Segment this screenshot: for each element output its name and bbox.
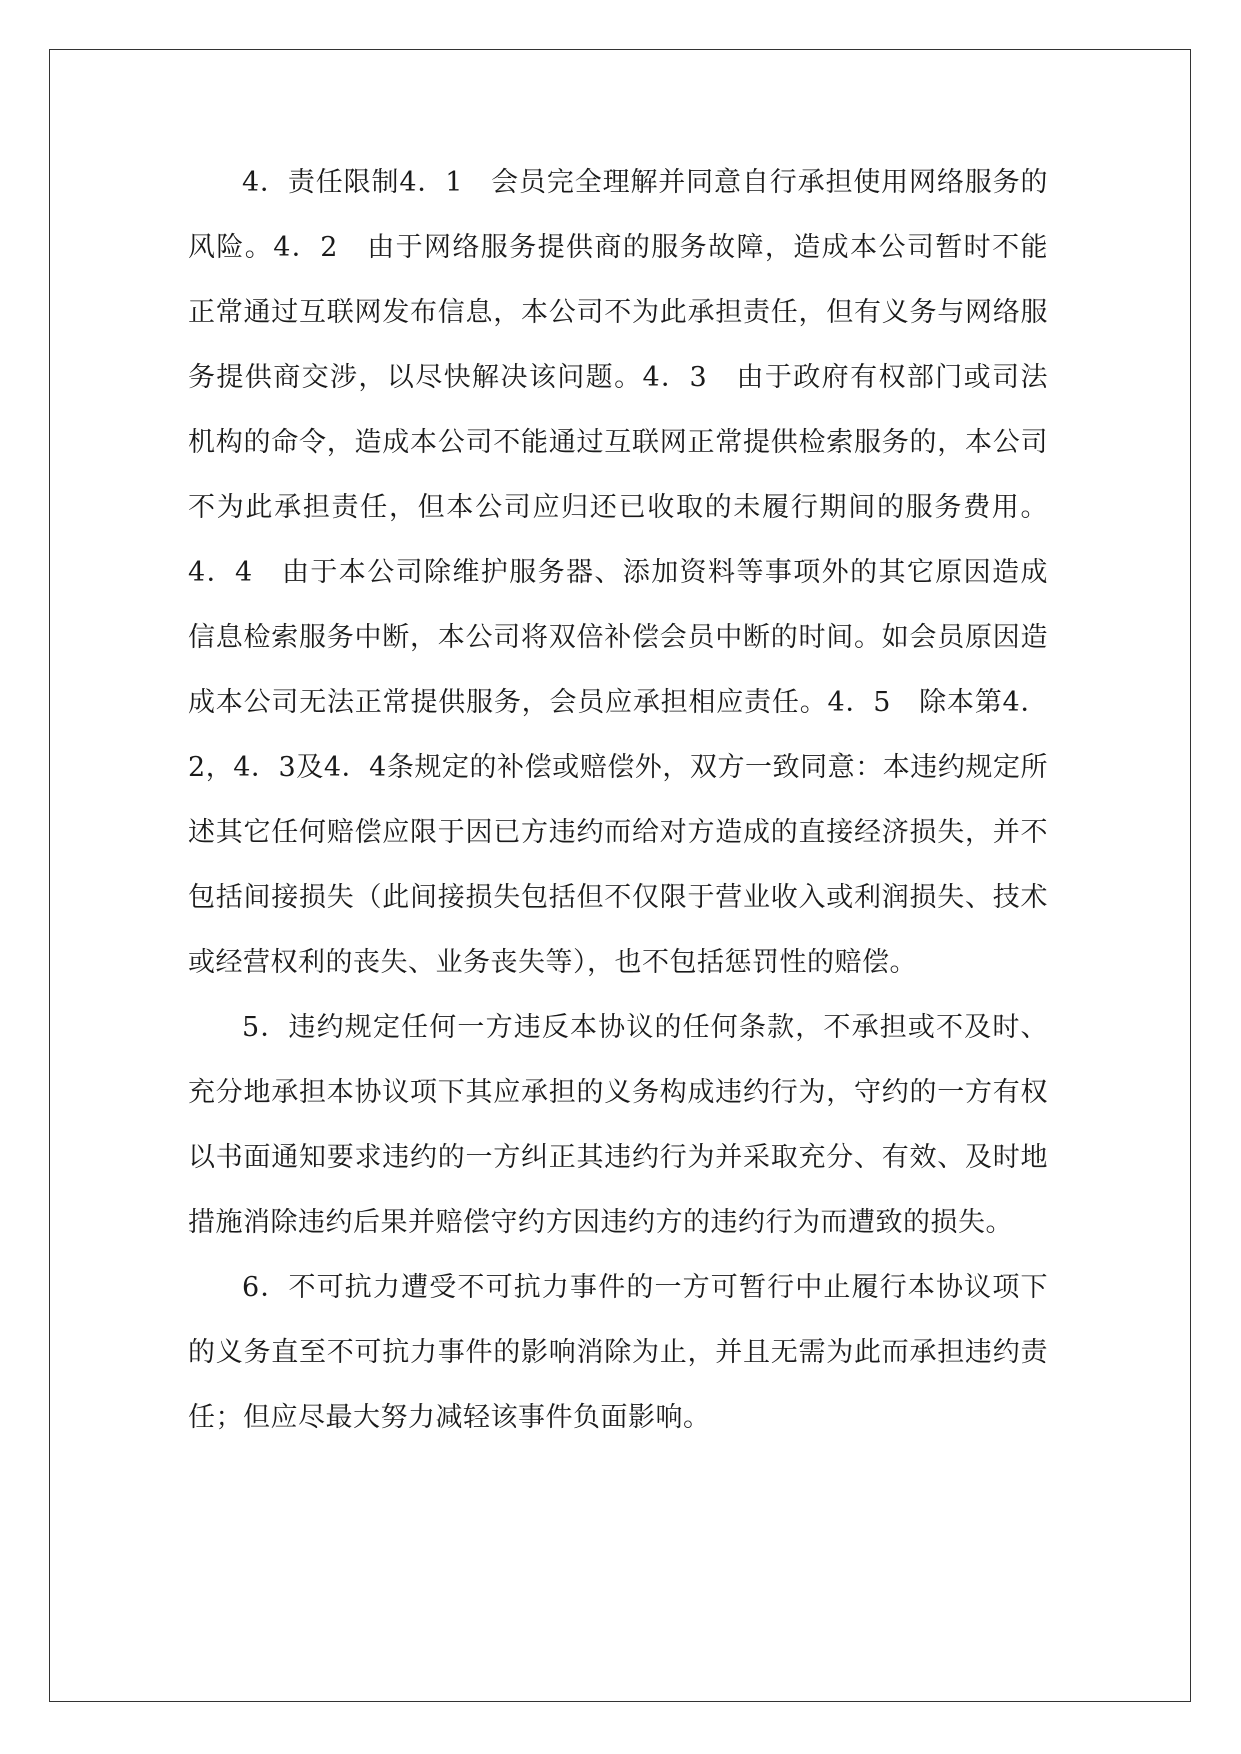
- paragraph-liability-limitation: 4．责任限制4．1 会员完全理解并同意自行承担使用网络服务的风险。4．2 由于网络服务提供商的服务故障，造成本公司暂时不能正常通过互联网发布信息，本公司不为此承担责任，但有义务与网络服务提供商交涉，以尽快解决该问题。4．3 由于政府有权部门或司法机构的命令，造成本公司不能通过互联网正常提供检索服务的，本公司不为此承担责任，但本公司应归还已收取的未履行期间的服务费用。4．4 由于本公司除维护服务器、添加资料等事项外的其它原因造成信息检索服务中断，本公司将双倍补偿会员中断的时间。如会员原因造成本公司无法正常提供服务，会员应承担相应责任。4．5 除本第4．2，4．3及4．4条规定的补偿或赔偿外，双方一致同意：本违约规定所述其它任何赔偿应限于因已方违约而给对方造成的直接经济损失，并不包括间接损失（此间接损失包括但不仅限于营业收入或利润损失、技术或经营权利的丧失、业务丧失等），也不包括惩罚性的赔偿。: [188, 167, 1048, 978]
- document-body: [188, 150, 1048, 1450]
- paragraph-force-majeure: 6．不可抗力遭受不可抗力事件的一方可暂行中止履行本协议项下的义务直至不可抗力事件的影响消除为止，并且无需为此而承担违约责任；但应尽最大努力减轻该事件负面影响。: [188, 1272, 1048, 1433]
- paragraph-breach-of-contract: 5．违约规定任何一方违反本协议的任何条款，不承担或不及时、充分地承担本协议项下其应承担的义务构成违约行为，守约的一方有权以书面通知要求违约的一方纠正其违约行为并采取充分、有效、及时地措施消除违约后果并赔偿守约方因违约方的违约行为而遭致的损失。: [188, 1012, 1048, 1238]
